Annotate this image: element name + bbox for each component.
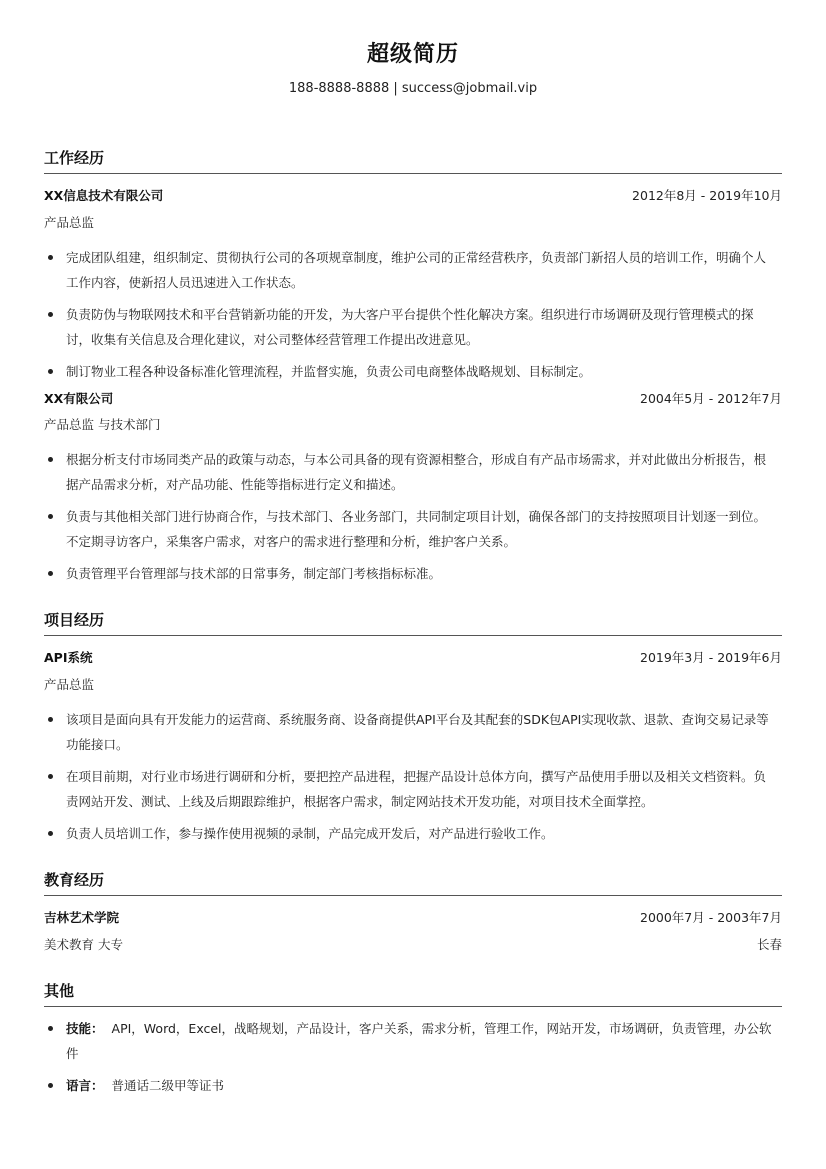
resume-header — [44, 0, 782, 98]
language-item — [44, 1073, 782, 1098]
work-entry-company: XX信息技术有限公司 — [44, 188, 164, 203]
other-section — [44, 981, 782, 1098]
bullet-item: 完成团队组建，组织制定、贯彻执行公司的各项规章制度，维护公司的正常经营秩序，负责部门新招人员的培训工作，明确个人工作内容，使新招人员迅速进入工作状态。 — [44, 245, 782, 295]
skills-item — [44, 1016, 782, 1066]
work-entry-date: 2004年5月 - 2012年7月 — [640, 391, 782, 406]
skills-text: API，Word，Excel，战略规划，产品设计，客户关系，需求分析，管理工作，网站开发，市场调研，负责管理，办公软件 — [66, 1021, 772, 1061]
education-entry — [44, 909, 782, 954]
work-entry-role: 产品总监 — [44, 215, 95, 230]
education-section — [44, 870, 782, 954]
work-entry-company: XX有限公司 — [44, 391, 114, 406]
other-bullets — [44, 1016, 782, 1098]
work-entry-date: 2012年8月 - 2019年10月 — [632, 188, 782, 203]
project-entry — [44, 649, 782, 846]
bullet-item: 负责防伪与物联网技术和平台营销新功能的开发，为大客户平台提供个性化解决方案。组织进行市场调研及现行管理模式的探讨，收集有关信息及合理化建议，对公司整体经营管理工作提出改进意见。 — [44, 302, 782, 352]
school-name: 吉林艺术学院 — [44, 910, 120, 925]
other-section-title: 其他 — [44, 981, 782, 1007]
work-entry — [44, 187, 782, 384]
education-location: 长春 — [756, 937, 782, 952]
work-entry-role: 产品总监 与技术部门 — [44, 417, 161, 432]
bullet-item: 在项目前期，对行业市场进行调研和分析，要把控产品进程，把握产品设计总体方向，撰写产品使用手册以及相关文档资料。负责网站开发、测试、上线及后期跟踪维护，根据客户需求，制定网站技术开发功能，对项目技术全面掌控。 — [44, 764, 782, 814]
project-date: 2019年3月 - 2019年6月 — [640, 650, 782, 665]
contact-info: 188-8888-8888 | success@jobmail.vip — [288, 81, 538, 96]
education-date: 2000年7月 - 2003年7月 — [640, 910, 782, 925]
work-section — [44, 148, 782, 586]
project-section-title: 项目经历 — [44, 610, 782, 636]
bullet-item: 负责管理平台管理部与技术部的日常事务，制定部门考核指标标准。 — [44, 561, 782, 586]
bullet-item: 根据分析支付市场同类产品的政策与动态，与本公司具备的现有资源相整合，形成自有产品市场需求，并对此做出分析报告，根据产品需求分析，对产品功能、性能等指标进行定义和描述。 — [44, 447, 782, 497]
bullet-item: 该项目是面向具有开发能力的运营商、系统服务商、设备商提供API平台及其配套的SDK包API实现收款、退款、查询交易记录等功能接口。 — [44, 707, 782, 757]
project-role: 产品总监 — [44, 677, 95, 692]
candidate-name: 超级简历 — [366, 42, 459, 67]
project-name: API系统 — [44, 650, 93, 665]
bullet-item: 负责人员培训工作，参与操作使用视频的录制，产品完成开发后，对产品进行验收工作。 — [44, 821, 782, 846]
language-label: 语言： — [66, 1078, 104, 1093]
work-section-title: 工作经历 — [44, 148, 782, 174]
skills-label: 技能： — [66, 1021, 104, 1036]
education-major: 美术教育 大专 — [44, 937, 123, 952]
project-section — [44, 610, 782, 846]
work-entry — [44, 390, 782, 586]
language-text: 普通话二级甲等证书 — [111, 1078, 225, 1093]
work-entry-bullets — [44, 447, 782, 586]
work-entry-bullets — [44, 245, 782, 384]
education-section-title: 教育经历 — [44, 870, 782, 896]
bullet-item: 制订物业工程各种设备标准化管理流程，并监督实施，负责公司电商整体战略规划、目标制定。 — [44, 359, 782, 384]
project-bullets — [44, 707, 782, 846]
bullet-item: 负责与其他相关部门进行协商合作，与技术部门、各业务部门，共同制定项目计划，确保各部门的支持按照项目计划逐一到位。不定期寻访客户，采集客户需求，对客户的需求进行整理和分析，维护客户关系。 — [44, 504, 782, 554]
